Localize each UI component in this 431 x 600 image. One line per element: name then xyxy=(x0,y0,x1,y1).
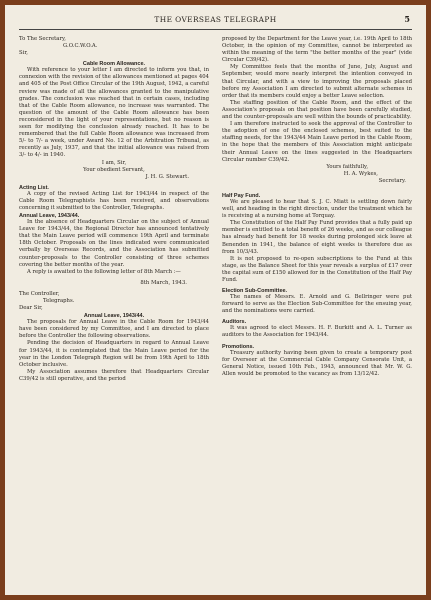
paragraph: It was agreed to elect Messrs. H. F. Burkitt and A. L. Turner as auditors to the Association for 1943/44. xyxy=(222,325,412,339)
address-line: Telegraphs. xyxy=(43,298,75,304)
signature-line: I am, Sir, xyxy=(101,159,127,166)
paragraph: The staffing position of the Cable Room, and the effect of the Association's proposals on that position have been carefully studied, and the counter-proposals are well within the bounds of practicability. xyxy=(222,99,412,121)
paragraph: In the absence of Headquarters Circular on the subject of Annual Leave for 1943/44, the Regional Director has announced tentatively that the Main Leave period will commence 19th April and terminate 18th October. Proposals on the lines indicated were communicated verbally by Overseas Records, and the Association has submitted counter-proposals to the Controller consisting of three schemes covering the better months of the year. xyxy=(19,219,209,268)
signature-line: Your obedient Servant, xyxy=(83,166,145,173)
paragraph: proposed by the Department for the Leave year, i.e. 19th April to 18th October, in the opinion of my Committee, cannot be interpreted as within the meaning of the term "the better months of the year" (vide Circular C39/42). xyxy=(222,36,412,64)
paragraph: My Committee feels that the months of June, July, August and September, would more nearly interpret the intention conveyed in that Circular, and with a view to improving the proposals placed before my Association I am directed to submit alternate schemes in order that its members could enjoy a better Leave selection. xyxy=(222,64,412,99)
salutation: Dear Sir, xyxy=(19,305,43,312)
address-line: The Controller, xyxy=(19,290,60,297)
paragraph: We are pleased to hear that S. J. C. Miatt is settling down fairly well, and heading in the right direction, under the treatment which he is receiving at a nursing home at Torquay. xyxy=(222,198,412,220)
signature-line: Yours faithfully, xyxy=(326,163,368,170)
signature-name: J. H. G. Stewart. xyxy=(145,173,189,180)
salutation: Sir, xyxy=(19,50,28,57)
paragraph: A copy of the revised Acting List for 1943/44 in respect of the Cable Room Telegraphists has been received, and observations concerning it submitted to the Controller, Telegraphs. xyxy=(19,190,209,211)
left-column xyxy=(19,36,209,383)
paragraph: The proposals for Annual Leave in the Cable Room for 1943/44 have been considered by my Committee, and I am directed to place before the Controller the following observations. xyxy=(19,319,209,340)
paragraph: A reply is awaited to the following letter of 8th March :— xyxy=(27,268,181,275)
section-heading: Cable Room Allowance. xyxy=(82,61,146,68)
section-heading: Half Pay Fund. xyxy=(222,192,261,199)
section-heading: Annual Leave, 1943/44. xyxy=(83,313,145,320)
publication-title: THE OVERSEAS TELEGRAPH xyxy=(154,15,277,24)
signature-title: Secretary. xyxy=(378,177,406,184)
right-column xyxy=(222,36,412,383)
paragraph: The Constitution of the Half Pay Fund provides that a fully paid up member is entitled to a total benefit of 26 weeks, and as our colleague has already had benefit for 18 weeks during prolonged sick leave at Benenden in 1941, the balance of eight weeks is therefore due as from 10/3/43. xyxy=(222,220,412,255)
section-heading: Election Sub-Committee. xyxy=(222,288,288,295)
page-number: 5 xyxy=(404,14,410,24)
paragraph: It is not proposed to re-open subscriptions to the Fund at this stage, as the Balance Sheet for this year reveals a surplus of £17 over the capital sum of £150 allowed for in the Constitution of the Half Pay Fund. xyxy=(222,255,412,283)
section-heading: Promotions. xyxy=(222,343,255,350)
section-heading: Annual Leave, 1943/44. xyxy=(19,213,80,220)
paragraph: With reference to your letter I am directed to inform you that, in connexion with the revision of the allowances mentioned at pages 404 and 405 of the Post Office Circular of the 19th August, 1942, a careful review was made of all the allowances granted to the manipulative grades. The conclusion was reached that in certain cases, including that of the Cable Room allowance, no increase was warranted. The question of the amount of the Cable Room allowance has been reconsidered in the light of your representations, but no reason is seen for modifying the conclusion already reached. It has to be remembered that the full Cable Room allowance was increased from 5/- to 7/- a week, under Award No. 12 of the Arbitration Tribunal, as recently as July, 1937, and that the initial allowance was raised from 3/- to 4/- in 1940. xyxy=(19,67,209,159)
paragraph: Pending the decision of Headquarters in regard to Annual Leave for 1943/44, it is contemplated that the Main Leave period for the year in the London Telegraph Region will be from 19th April to 18th October inclusive. xyxy=(19,340,209,368)
section-heading: Auditors. xyxy=(222,319,247,326)
address-line: G.O.C.W.O.A. xyxy=(63,43,98,50)
address-line: To The Secretary, xyxy=(19,36,66,42)
paragraph: My Association assumes therefore that Headquarters Circular C39/42 is still operative, and the period xyxy=(19,368,209,382)
paragraph: Treasury authority having been given to create a temporary post for Overseer at the Commercial Cable Company Censorate Unit, a General Notice, issued 10th Feb., 1943, announced that Mr. W. G. Allen would be promoted to the vacancy as from 13/12/42. xyxy=(222,349,412,377)
page-header xyxy=(19,13,412,30)
letter-date: 8th March, 1943. xyxy=(140,279,187,286)
section-heading: Acting List. xyxy=(19,184,49,191)
paragraph: I am therefore instructed to seek the approval of the Controller to the adoption of one of the enclosed schemes, best suited to the staffing needs, for the 1943/44 Main Leave period in the Cable Room, in the hope that the members of this Association might anticipate their Annual Leave on the lines suggested in the Headquarters Circular number C39/42. xyxy=(222,121,412,163)
paragraph: The names of Messrs. E. Arnold and G. Bellringer were put forward to serve as the Election Sub-Committee for the ensuing year, and the nominations were carried. xyxy=(222,294,412,315)
document-page xyxy=(5,5,426,595)
signature-name: H. A. Wykes, xyxy=(343,170,378,177)
